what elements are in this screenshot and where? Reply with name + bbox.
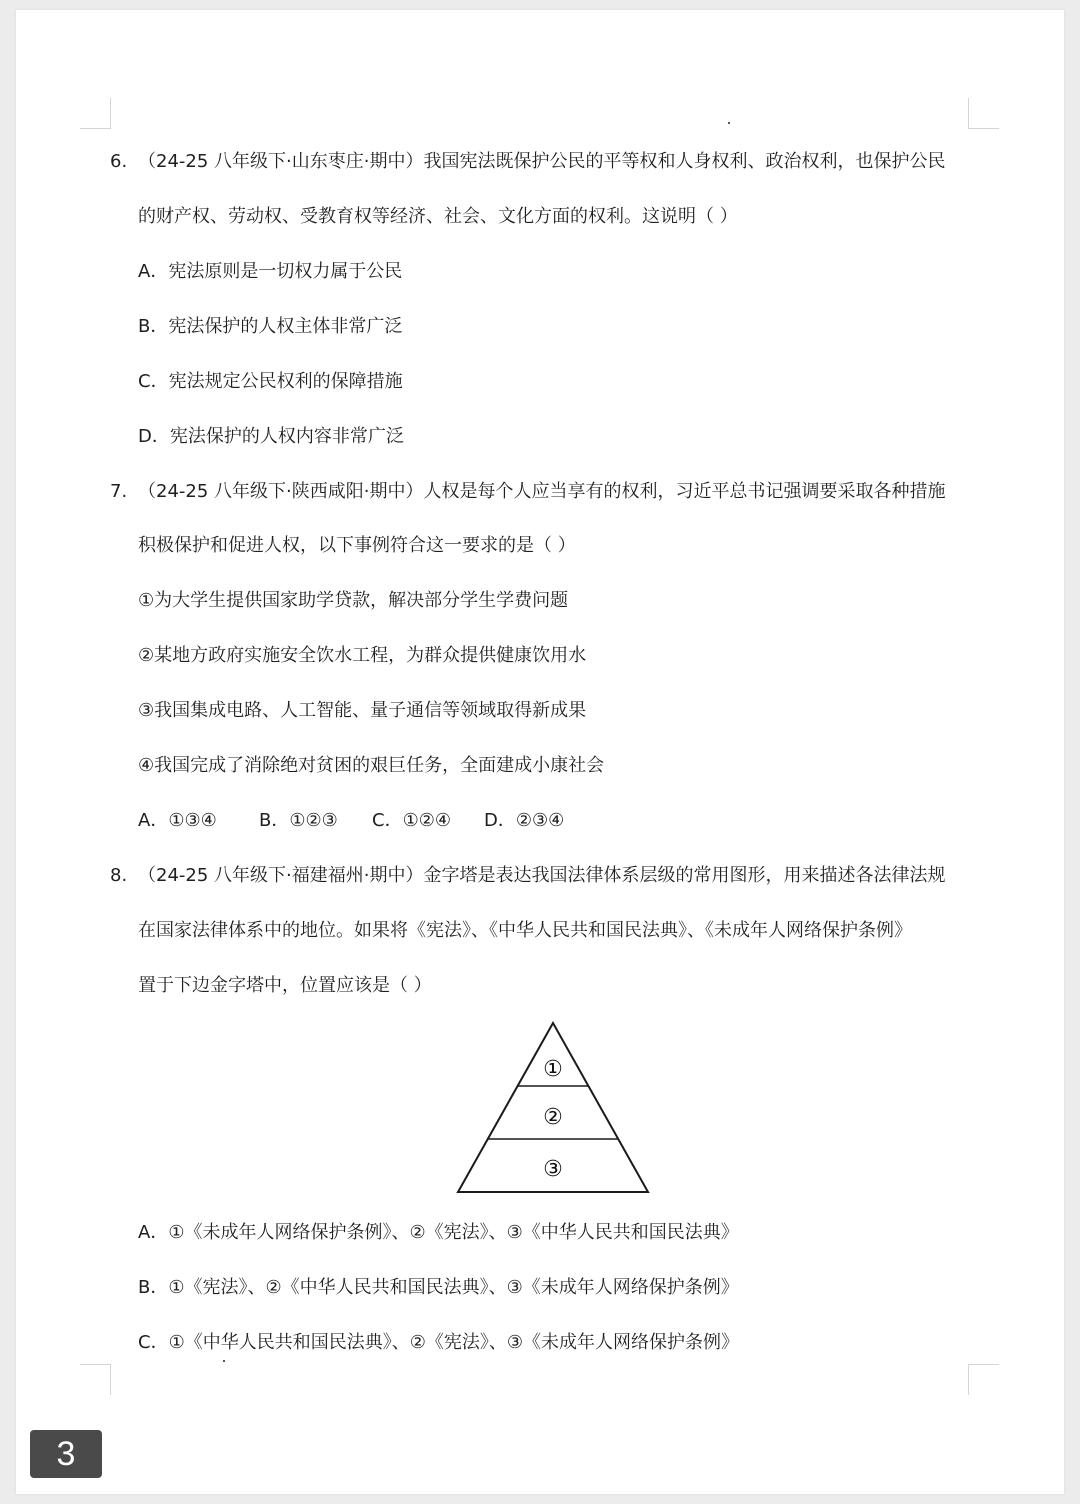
option-d: D．②③④ [484, 810, 565, 831]
option-b: B．①②③ [259, 810, 338, 831]
question-stem-line: 的财产权、劳动权、受教育权等经济、社会、文化方面的权利。这说明（ ） [138, 206, 738, 227]
question-stem-line: （24-25 八年级下·陕西咸阳·期中）人权是每个人应当享有的权利，习近平总书记强调要采取各种措施 [138, 481, 946, 502]
question-stem-line: 在国家法律体系中的地位。如果将《宪法》、《中华人民共和国民法典》、《未成年人网络保护条例》 [138, 920, 912, 941]
crop-mark-top-right [968, 98, 999, 129]
statement-2: ②某地方政府实施安全饮水工程，为群众提供健康饮用水 [138, 645, 587, 666]
option-b: B．宪法保护的人权主体非常广泛 [138, 316, 403, 337]
question-stem-line: （24-25 八年级下·山东枣庄·期中）我国宪法既保护公民的平等权和人身权利、政治权利，也保护公民 [138, 151, 946, 172]
document-page [16, 10, 1064, 1494]
option-c: C．宪法规定公民权利的保障措施 [138, 371, 403, 392]
question-stem-line: （24-25 八年级下·福建福州·期中）金字塔是表达我国法律体系层级的常用图形，用来描述各法律法规 [138, 865, 946, 886]
pyramid-level-3-label: ③ [543, 1157, 563, 1182]
question-number: 8. [110, 865, 128, 886]
law-hierarchy-pyramid [456, 1020, 650, 1196]
scan-speck [728, 122, 730, 124]
option-c: C．①②④ [372, 810, 451, 831]
pyramid-level-2-label: ② [543, 1105, 563, 1130]
question-number: 7. [110, 481, 128, 502]
option-c: C．①《中华人民共和国民法典》、②《宪法》、③《未成年人网络保护条例》 [138, 1332, 739, 1353]
crop-mark-bottom-right [968, 1364, 999, 1395]
pyramid-level-1-label: ① [543, 1057, 563, 1082]
crop-mark-top-left [80, 98, 111, 129]
question-stem-line: 积极保护和促进人权，以下事例符合这一要求的是（ ） [138, 535, 576, 556]
question-stem-line: 置于下边金字塔中，位置应该是（ ） [138, 975, 432, 996]
scan-speck [223, 1360, 225, 1362]
option-a: A．①《未成年人网络保护条例》、②《宪法》、③《中华人民共和国民法典》 [138, 1222, 739, 1243]
option-d: D．宪法保护的人权内容非常广泛 [138, 426, 404, 447]
page-number-badge: 3 [30, 1430, 102, 1478]
crop-mark-bottom-left [80, 1364, 111, 1395]
statement-3: ③我国集成电路、人工智能、量子通信等领域取得新成果 [138, 700, 587, 721]
option-b: B．①《宪法》、②《中华人民共和国民法典》、③《未成年人网络保护条例》 [138, 1277, 739, 1298]
option-a: A．宪法原则是一切权力属于公民 [138, 261, 403, 282]
statement-1: ①为大学生提供国家助学贷款，解决部分学生学费问题 [138, 590, 569, 611]
option-a: A．①③④ [138, 810, 217, 831]
question-number: 6. [110, 151, 128, 172]
statement-4: ④我国完成了消除绝对贫困的艰巨任务，全面建成小康社会 [138, 755, 605, 776]
